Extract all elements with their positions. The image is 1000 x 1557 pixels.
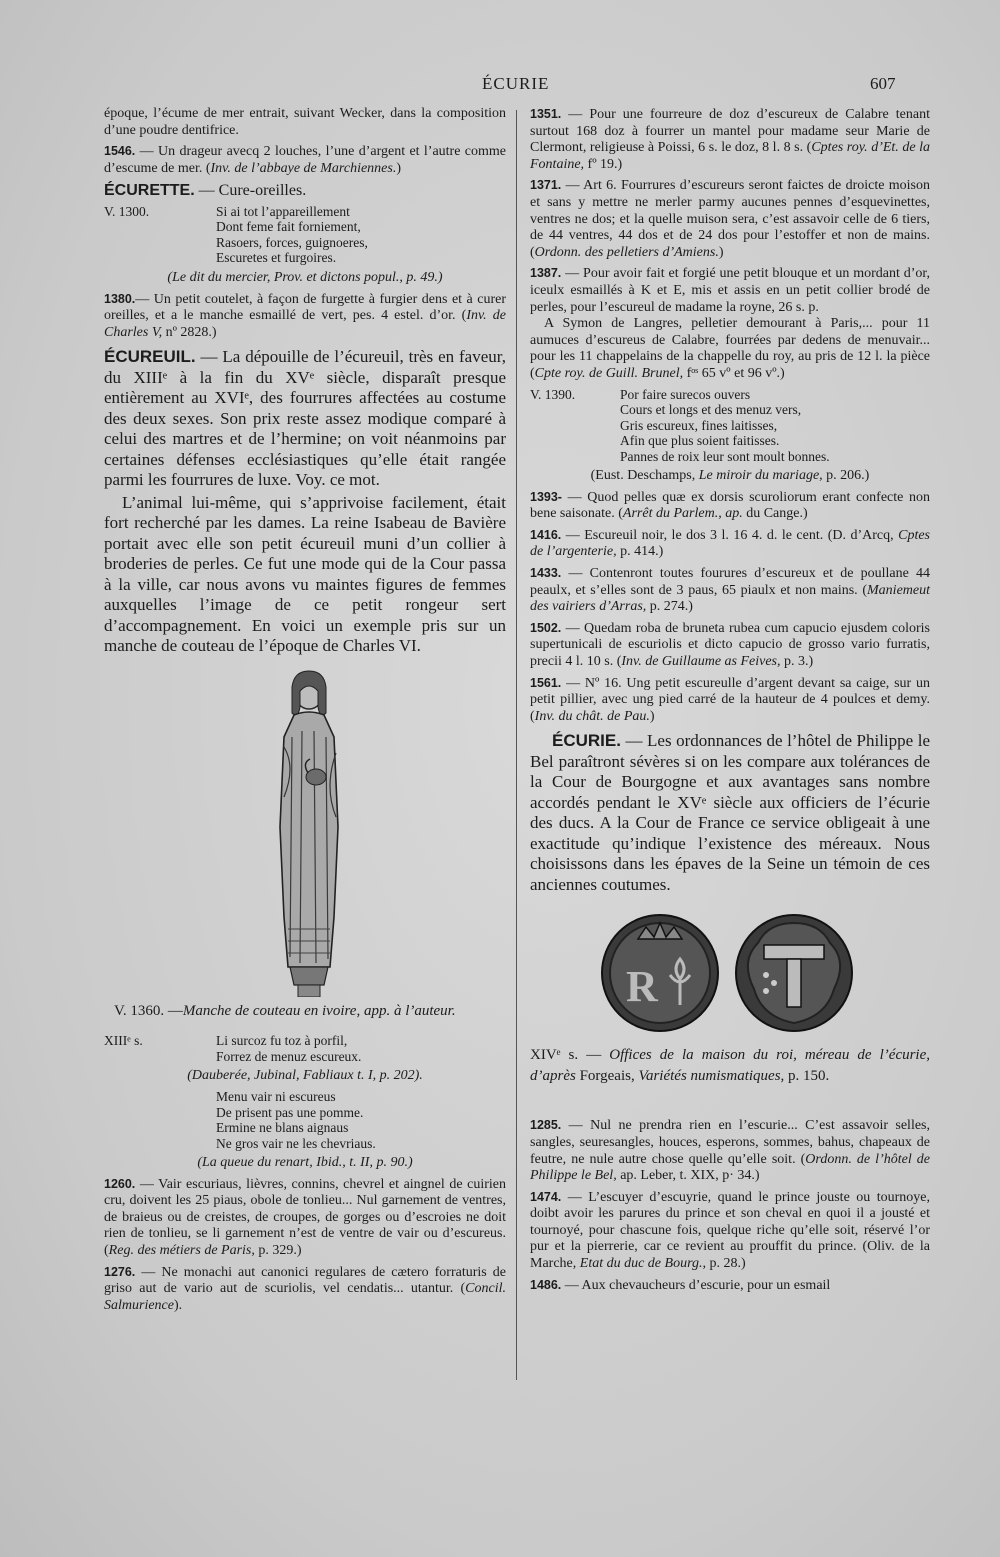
caption-text: Manche de couteau en ivoire, app. à l’auteur. (182, 1002, 456, 1019)
entry-text: — L’escuyer d’escuyrie, quand le prince jouste ou tournoye, doibt avoir les parures du prince et son cheval en quoi il a jousté et tournoyé, pour chascune fois, quelque riche qu’elle soit, réservé l’or pur et la pierrerie, car ce revient au prouffit du prince. (Oliv. de la Marche, (530, 1189, 930, 1272)
verse-line: Afin que plus soient faitisses. (620, 433, 780, 448)
right-column (530, 106, 930, 1298)
mereau-coins-figure (530, 909, 930, 1039)
knife-handle-figure (104, 667, 506, 997)
entry-text: du Cange.) (742, 506, 808, 522)
verse-line: Li surcoz fu toz à porfil, (216, 1033, 348, 1049)
caption-date: V. 1360. — (114, 1002, 183, 1019)
entry-text: — Escureuil noir, le dos 3 l. 16 4. d. le cent. (D. d’Arcq, (561, 527, 899, 543)
article-ecurie (530, 731, 930, 895)
verse-lines (620, 387, 920, 465)
verse-line: De prisent pas une pomme. (216, 1104, 364, 1120)
entry-text: ap. Leber, t. XIX, p· 34.) (616, 1168, 760, 1184)
entry-1561 (530, 675, 930, 726)
definition: — Cure-oreilles. (194, 182, 307, 200)
verse-line: Dont feme fait forniement, (216, 219, 361, 235)
entry-text: — Aux chevaucheurs d’escurie, pour un esmail (561, 1277, 831, 1293)
caption-date: XIVᵉ s. — (530, 1047, 610, 1064)
entry-text: ) (718, 244, 724, 260)
verse-13th (104, 1033, 506, 1064)
verse-label: V. 1390. (530, 386, 576, 402)
paragraph-text: — Les ordonnances de l’hôtel de Philippe le Bel paraîtront sévères si on les compare aux tolérances de la Cour de Bourgogne et aux avantages sans nombre accordés pendant le XVᵉ siècle aux officiers de l’écurie des ducs. A la Cour de France ce service obligeait à une exactitude qu’indique l’existence des méreaux. Nous choisissons dans les épaves de la Seine un témoin de ces anciennes coutumes. (530, 731, 930, 894)
running-title: ÉCURIE (482, 74, 550, 93)
verse-line: Ermine ne blans aignaus (216, 1120, 349, 1136)
verse-renart (104, 1089, 506, 1151)
entry-source: Ordonn. des pelletiers d’Amiens. (534, 244, 719, 260)
entry-year: 1561. (530, 675, 562, 690)
verse-line: Forrez de menuz escureux. (216, 1048, 362, 1064)
entry-year: 1486. (530, 1277, 562, 1292)
verse-source (530, 468, 930, 485)
entry-year: 1502. (530, 620, 562, 635)
verse-line: Menu vair ni escureus (216, 1089, 336, 1105)
verse-line: Pannes de roix leur sont moult bonnes. (620, 448, 830, 464)
entry-source: Inv. de Guillaume as Feives, (621, 653, 781, 669)
entry-1380 (104, 291, 506, 342)
headword: ÉCURIE. (552, 731, 621, 751)
entry-text: p. 414.) (616, 544, 664, 560)
verse-label: XIIIᵉ s. (104, 1033, 143, 1049)
verse-line: Rasoers, forces, guignoeres, (216, 234, 368, 250)
entry-text: p. 3.) (780, 653, 814, 669)
entry-text: — Vair escuriaus, lièvres, connins, chevrel et aingnel de cuirien cru, doivent les 25 piaus, obole de tonlieu... Nul garnement de ventres, de braieus ou de creistes, de croupes, de gorges ou d’escroies ne doit rien de tonlieu, se li garnement n’est de ventre de vair ou d’escureus. ( (104, 1176, 506, 1258)
entry-1285 (530, 1117, 930, 1184)
entry-source: Concil. Salmurience (104, 1281, 506, 1313)
paragraph (530, 731, 930, 895)
carved-figure-illustration (254, 667, 364, 997)
entry-text: p. 274.) (646, 599, 693, 615)
entry-source: Reg. des métiers de Paris, (108, 1243, 255, 1258)
verse-line: Escuretes et furgoires. (216, 250, 337, 266)
entry-text: fº 19.) (584, 156, 623, 172)
verse-line: Si ai tot l’appareillement (216, 203, 350, 219)
entry-1387 (530, 265, 930, 316)
verse-lines (216, 1089, 486, 1151)
r-monogram: R (626, 962, 658, 1012)
verse-line: Gris escureux, fines laitisses, (620, 417, 778, 433)
caption-source: Variétés numismatiques, (638, 1068, 785, 1085)
entry-text: — Art 6. Fourrures d’escureurs seront faictes de droicte moison et sans y mettre ne merler parmy aucunes pennes d’esquevinettes, ventres ne dos; et la quelle muison sera, c’est assavoir celle de 6 tiers, de 44 ventres, 44 dos et de 24 dos pour l’estoffer et non de mains. ( (530, 178, 930, 260)
entry-year: 1260. (104, 1176, 136, 1191)
entry-text: — Nul ne prendra rien en l’escurie... C’est assavoir selles, sangles, seuresangles, houces, esperons, sommes, bahus, chapeaux de feutre, ne nule autre chose quelle qu’elle soit. ( (530, 1118, 930, 1167)
entry-year: 1546. (104, 144, 136, 159)
headword: ÉCUREUIL. (104, 347, 196, 367)
verse-lines (216, 204, 486, 266)
entry-text: — Un drageur avecq 2 louches, l’une d’argent et l’autre comme d’escume de mer. ( (104, 144, 506, 176)
entry-1387-continued (530, 316, 930, 382)
entry-1416 (530, 527, 930, 561)
entry-text: ) (649, 708, 655, 724)
entry-source: Cptes de l’argenterie, (530, 527, 930, 560)
verse-1300 (104, 204, 506, 266)
entry-text: — Un petit coutelet, à façon de furgette à furgier dens et à curer oreilles, et a le manche esmaillé de vert, pes. 4 estel. d’or. ( (104, 291, 506, 324)
entry-1546 (104, 143, 506, 177)
verse-source (104, 1155, 506, 1172)
entry-source: Cptes roy. d’Et. de la Fontaine, (530, 140, 931, 172)
page-number: 607 (870, 74, 896, 93)
coins-caption (530, 1045, 930, 1087)
entry-source: Inv. de Charles V, (104, 308, 506, 340)
coins-illustration (598, 909, 858, 1039)
entry-text: — Nº 16. Ung petit escureulle d’argent devant sa caige, sur un petit pillier, avec ung pied carré de la hauteur de 4 poulces et demy. ( (530, 675, 930, 724)
entry-text: nº 2828.) (162, 324, 217, 340)
left-column (104, 106, 506, 1318)
figure-caption (114, 1003, 506, 1020)
entry-text: ). (173, 1297, 183, 1313)
entry-text: p. 28.) (706, 1256, 746, 1272)
entry-year: 1371. (530, 178, 562, 193)
entry-year: 1285. (530, 1118, 562, 1133)
caption-page: p. 150. (784, 1068, 830, 1085)
headword-ecurette (104, 183, 506, 200)
verse-line: Por faire surecos ouvers (620, 386, 751, 402)
entry-source: Inv. de l’abbaye de Marchiennes. (210, 160, 397, 176)
entry-year: 1393- (530, 489, 562, 504)
source-text: (Dauberée, Jubinal, Fabliaux t. I, p. 202). (187, 1068, 423, 1084)
entry-1371 (530, 177, 930, 261)
entry-year: 1416. (530, 527, 562, 542)
entry-text: p. 329.) (254, 1243, 302, 1258)
entry-year: 1351. (530, 107, 562, 121)
entry-year: 1387. (530, 266, 562, 281)
entry-text: — Pour une fourreure de doz d’escureux de Calabre tenant surtout 168 doz à fourrer un mantel pour madame seur Marie de Clermont, religieuse à Poissi, 6 s. le doz, 8 l. 8 s. ( (530, 107, 930, 156)
entry-text: — Quedam roba de bruneta rubea cum capucio ejusdem coloris supertunicali de escuriolis et dicto capucio de grosso vario furratis, precii 4 l. 10 s. ( (530, 620, 930, 669)
column-divider (516, 110, 517, 1380)
entry-year: 1276. (104, 1264, 136, 1279)
source-text: (La queue du renart, Ibid., t. II, p. 90.) (197, 1155, 413, 1171)
entry-text: — Quod pelles quæ ex dorsis scuroliorum erant confecte non bene saisonate. ( (530, 489, 930, 522)
entry-source: Maniemeut des vairiers d’Arras, (530, 582, 930, 615)
entry-1276 (104, 1264, 506, 1315)
entry-source: Ordonn. de l’hôtel de Philippe le Bel, (530, 1151, 931, 1184)
entry-year: 1380. (104, 291, 136, 306)
entry-source: Arrêt du Parlem., ap. (622, 506, 743, 522)
entry-1260 (104, 1176, 506, 1260)
entry-1474 (530, 1189, 930, 1273)
article-ecureuil (104, 347, 506, 657)
verse-source (104, 270, 506, 287)
verse-lines (216, 1033, 486, 1064)
source-text: p. 206.) (822, 468, 870, 483)
paragraph (104, 347, 506, 491)
entry-1433 (530, 565, 930, 616)
entry-year: 1474. (530, 1189, 562, 1204)
caption-author: Forgeais, (575, 1068, 639, 1085)
verse-line: Cours et longs et des menuz vers, (620, 402, 802, 417)
entry-text: — Ne monachi aut canonici regulares de cætero forraturis de griso aut de vario aut de scuriolis, vel cendatis... utantur. ( (104, 1264, 506, 1297)
headword: ÉCURETTE. (104, 182, 195, 200)
paragraph: L’animal lui-même, qui s’apprivoise facilement, était fort recherché par les dames. La reine Isabeau de Bavière portait avec elle son petit écureuil muni d’un collier à broderies de perles. Ce fut une mode qui de la Cour passa à la ville, car nous avons vu maintes figures de femmes auxquelles l’image de ce petit rongeur sert d’accompagnement. En voici un exemple pris sur un manche de couteau de l’époque de Charles VI. (104, 492, 506, 656)
t-mark-icon (764, 945, 824, 959)
entry-source: Etat du duc de Bourg., (579, 1256, 707, 1272)
entry-source: Inv. du chât. de Pau. (534, 708, 650, 724)
entry-1351 (530, 106, 930, 173)
paragraph: époque, l’écume de mer entrait, suivant Wecker, dans la composition d’une poudre dentifrice. (104, 106, 506, 138)
entry-1502 (530, 620, 930, 671)
verse-label: V. 1300. (104, 203, 150, 219)
entry-source: Cpte roy. de Guill. Brunel, (534, 365, 684, 381)
entry-1393 (530, 489, 930, 523)
caption-text: Offices de la maison du roi, méreau de l’écurie, d’après (530, 1047, 931, 1085)
entry-text: fᵒˢ 65 vº et 96 vº.) (683, 365, 785, 381)
entry-1486 (530, 1277, 930, 1295)
source-text: (Eust. Deschamps, (590, 468, 699, 483)
source-title: Le miroir du mariage, (698, 468, 823, 483)
entry-year: 1433. (530, 565, 562, 580)
verse-source (104, 1068, 506, 1085)
verse-1390 (530, 387, 930, 465)
paragraph-text: — La dépouille de l’écureuil, très en faveur, du XIIIᵉ à la fin du XVᵉ siècle, disparaît presque entièrement au XVIᵉ, des fourrures affectées au costume des deux sexes. Son prix reste assez modique comparé à celui des martres et de l’hermine; on voit néanmoins par certaines défenses ecclésiastiques qu’elle était rangée parmi les fourrures de luxe. Voy. ce mot. (104, 347, 506, 490)
source-text: (Le dit du mercier, Prov. et dictons popul., p. 49.) (167, 269, 443, 285)
entry-text: — Pour avoir fait et forgié une petit blouque et un mordant d’or, iceulx esmaillés à K et E, mis et assis en un petit collier brodé de perles, pour l’escureul de madame la royne, 26 s. p. (530, 266, 930, 315)
verse-line: Ne gros vair ne les chevriaus. (216, 1135, 376, 1151)
entry-text: — Contenront toutes fourures d’escureux et de poullane 44 peaulx, et s’elles sont de 3 paus, 65 piaulx et non mains. ( (530, 565, 930, 598)
entry-text: A Symon de Langres, pelletier demourant à Paris,... pour 11 aumuces d’escureus de Calabre, fourrées par dedens de menuvair... pour les 11 chappelains de la chappelle du roy, au pris de 12 l. la pièce ( (530, 316, 930, 381)
entry-text: ) (396, 160, 402, 176)
